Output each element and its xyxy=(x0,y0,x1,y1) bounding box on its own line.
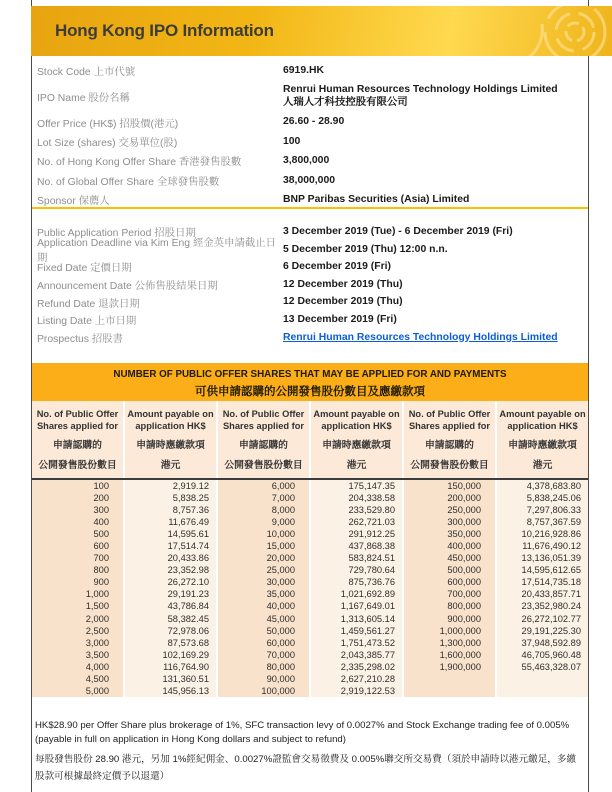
share-cell: 45,000 xyxy=(218,613,309,625)
share-cell: 9,000 xyxy=(218,516,309,528)
share-cell: 90,000 xyxy=(218,673,309,685)
application-period-value: 3 December 2019 (Tue) - 6 December 2019 (Fri) xyxy=(283,226,513,238)
listing-date-value: 13 December 2019 (Fri) xyxy=(283,314,397,326)
title-banner xyxy=(31,6,612,56)
hk-offer-share-row xyxy=(32,151,588,170)
amount-cell: 1,751,473.52 xyxy=(311,637,402,649)
amount-cell: 29,191.23 xyxy=(125,588,216,600)
prospectus-label: Prospectus 招股書 xyxy=(37,333,124,345)
amount-cell: 145,956.13 xyxy=(125,685,216,697)
offer-table-row xyxy=(32,540,588,552)
announcement-date-value: 12 December 2019 (Thu) xyxy=(283,278,403,290)
share-cell: 700 xyxy=(32,552,123,564)
share-cell: 450,000 xyxy=(404,552,495,564)
offer-payments-table xyxy=(32,363,588,697)
share-cell: 1,600,000 xyxy=(404,649,495,661)
ipo-name-zh: 人瑞人才科技控股有限公司 xyxy=(283,97,408,109)
amount-cell: 20,433,857.71 xyxy=(497,588,588,600)
global-offer-share-value: 38,000,000 xyxy=(283,174,336,186)
share-cell: 150,000 xyxy=(404,480,495,492)
announcement-date-row xyxy=(32,276,588,294)
refund-date-value: 12 December 2019 (Thu) xyxy=(283,296,403,308)
offer-table-row xyxy=(32,588,588,600)
amount-cell: 8,757.36 xyxy=(125,504,216,516)
offer-table-row xyxy=(32,576,588,588)
share-cell: 400 xyxy=(32,516,123,528)
prospectus-row xyxy=(32,329,588,347)
application-deadline-row xyxy=(32,238,588,265)
amount-cell: 262,721.03 xyxy=(311,516,402,528)
amount-cell: 87,573.68 xyxy=(125,637,216,649)
announcement-date-label: Announcement Date 公佈售股結果日期 xyxy=(37,281,218,293)
share-cell: 4,500 xyxy=(32,673,123,685)
decorative-swirl-icon xyxy=(490,6,610,56)
application-deadline-value: 5 December 2019 (Thu) 12:00 n.n. xyxy=(283,243,448,255)
share-cell: 15,000 xyxy=(218,540,309,552)
amount-cell: 5,838.25 xyxy=(125,492,216,504)
offer-table-row xyxy=(32,613,588,625)
footnote-en: HK$28.90 per Offer Share plus brokerage of 1%, SFC transaction levy of 0.0027% and Stock Exchange trading fee of 0.005% (payable in full on application in Hong Kong dollars and subject to refund) xyxy=(35,720,570,745)
offer-table-row xyxy=(32,625,588,637)
amount-cell: 72,978.06 xyxy=(125,625,216,637)
fixed-date-row xyxy=(32,258,588,276)
share-column-header: No. of Public Offer Shares applied for 申請認購的 公開發售股份數目 xyxy=(404,401,495,478)
amount-cell: 1,167,649.01 xyxy=(311,600,402,612)
offer-table-row xyxy=(32,649,588,661)
share-cell: 10,000 xyxy=(218,528,309,540)
share-cell: 70,000 xyxy=(218,649,309,661)
fixed-date-label: Fixed Date 定價日期 xyxy=(37,263,132,275)
timetable-section xyxy=(32,223,588,346)
global-offer-share-row xyxy=(32,171,588,190)
footnote-zh: 每股發售股份 28.90 港元，另加 1%經紀佣金、0.0027%證監會交易徵費及 0.005%聯交所交易費（須於申請時以港元繳足，多繳股款可根據最終定價予以退還） xyxy=(35,754,577,782)
lot-size-label: Lot Size (shares) 交易單位(股) xyxy=(37,137,178,149)
amount-cell: 8,757,367.59 xyxy=(497,516,588,528)
amount-cell: 43,786.84 xyxy=(125,600,216,612)
amount-cell: 55,463,328.07 xyxy=(497,661,588,673)
share-cell: 300,000 xyxy=(404,516,495,528)
amount-cell: 17,514.74 xyxy=(125,540,216,552)
page-right-border xyxy=(588,0,589,792)
share-cell: 30,000 xyxy=(218,576,309,588)
amount-cell: 20,433.86 xyxy=(125,552,216,564)
share-cell: 1,900,000 xyxy=(404,661,495,673)
share-cell: 25,000 xyxy=(218,564,309,576)
amount-cell: 17,514,735.18 xyxy=(497,576,588,588)
amount-cell: 58,382.45 xyxy=(125,613,216,625)
offer-table-row xyxy=(32,564,588,576)
amount-cell: 583,824.51 xyxy=(311,552,402,564)
fixed-date-value: 6 December 2019 (Fri) xyxy=(283,261,392,273)
amount-cell: 204,338.58 xyxy=(311,492,402,504)
offer-table-row xyxy=(32,504,588,516)
share-cell: 1,000,000 xyxy=(404,625,495,637)
amount-cell xyxy=(497,673,588,685)
gold-divider xyxy=(32,207,588,209)
global-offer-share-label: No. of Global Offer Share 全球發售股數 xyxy=(37,176,220,188)
listing-date-row xyxy=(32,311,588,329)
application-period-label: Public Application Period 招股日期 xyxy=(37,228,196,240)
ipo-name-row xyxy=(32,80,588,112)
ipo-name-value xyxy=(283,83,558,110)
amount-cell: 875,736.76 xyxy=(311,576,402,588)
amount-cell: 116,764.90 xyxy=(125,661,216,673)
offer-table-body xyxy=(32,480,588,697)
footnotes xyxy=(32,719,588,785)
ipo-name-label: IPO Name 股份名稱 xyxy=(37,92,130,104)
amount-column-header: Amount payable on application HK$ 申請時應繳款項 港元 xyxy=(497,401,588,478)
amount-cell: 1,459,561.27 xyxy=(311,625,402,637)
offer-table-title-zh: 可供申請認購的公開發售股份數目及應繳款項 xyxy=(195,386,425,398)
stock-code-value: 6919.HK xyxy=(283,64,325,76)
share-cell: 700,000 xyxy=(404,588,495,600)
stock-code-row xyxy=(32,61,588,80)
offer-table-row xyxy=(32,516,588,528)
share-cell: 200,000 xyxy=(404,492,495,504)
amount-cell: 233,529.80 xyxy=(311,504,402,516)
amount-cell: 175,147.35 xyxy=(311,480,402,492)
amount-cell: 26,272,102.77 xyxy=(497,613,588,625)
share-cell: 50,000 xyxy=(218,625,309,637)
share-cell: 100,000 xyxy=(218,685,309,697)
amount-cell: 729,780.64 xyxy=(311,564,402,576)
amount-cell: 102,169.29 xyxy=(125,649,216,661)
amount-cell: 14,595.61 xyxy=(125,528,216,540)
share-cell: 4,000 xyxy=(32,661,123,673)
amount-cell: 2,335,298.02 xyxy=(311,661,402,673)
offer-price-value: 26.60 - 28.90 xyxy=(283,116,345,128)
share-cell: 1,300,000 xyxy=(404,637,495,649)
amount-cell: 23,352,980.24 xyxy=(497,600,588,612)
amount-cell: 29,191,225.30 xyxy=(497,625,588,637)
offer-table-row xyxy=(32,685,588,697)
offer-table-title-en: NUMBER OF PUBLIC OFFER SHARES THAT MAY BE APPLIED FOR AND PAYMENTS xyxy=(113,369,507,380)
share-cell: 6,000 xyxy=(218,480,309,492)
amount-column-header: Amount payable on application HK$ 申請時應繳款項 港元 xyxy=(125,401,216,478)
share-cell: 600 xyxy=(32,540,123,552)
share-cell: 8,000 xyxy=(218,504,309,516)
share-cell xyxy=(404,685,495,697)
refund-date-row xyxy=(32,293,588,311)
amount-cell: 23,352.98 xyxy=(125,564,216,576)
amount-cell: 26,272.10 xyxy=(125,576,216,588)
share-cell: 80,000 xyxy=(218,661,309,673)
amount-cell: 10,216,928.86 xyxy=(497,528,588,540)
share-cell: 500,000 xyxy=(404,564,495,576)
share-cell: 1,000 xyxy=(32,588,123,600)
amount-cell: 37,948,592.89 xyxy=(497,637,588,649)
share-cell: 7,000 xyxy=(218,492,309,504)
share-cell: 5,000 xyxy=(32,685,123,697)
amount-cell: 2,919.12 xyxy=(125,480,216,492)
share-cell: 800,000 xyxy=(404,600,495,612)
share-cell: 100 xyxy=(32,480,123,492)
amount-cell: 4,378,683.80 xyxy=(497,480,588,492)
share-cell: 800 xyxy=(32,564,123,576)
amount-cell: 13,136,051.39 xyxy=(497,552,588,564)
share-cell: 500 xyxy=(32,528,123,540)
share-cell: 400,000 xyxy=(404,540,495,552)
share-column-header: No. of Public Offer Shares applied for 申請認購的 公開發售股份數目 xyxy=(32,401,123,478)
offer-price-label: Offer Price (HK$) 招股價(港元) xyxy=(37,118,179,130)
offer-table-title xyxy=(32,363,588,401)
amount-cell: 11,676,490.12 xyxy=(497,540,588,552)
share-cell: 60,000 xyxy=(218,637,309,649)
share-column-header: No. of Public Offer Shares applied for 申請認購的 公開發售股份數目 xyxy=(218,401,309,478)
amount-cell: 11,676.49 xyxy=(125,516,216,528)
amount-cell: 437,868.38 xyxy=(311,540,402,552)
share-cell: 600,000 xyxy=(404,576,495,588)
application-deadline-label: Application Deadline via Kim Eng 經金英申請截止日期 xyxy=(37,238,277,265)
share-cell xyxy=(404,673,495,685)
offer-table-row xyxy=(32,480,588,492)
offer-table-row xyxy=(32,637,588,649)
share-cell: 200 xyxy=(32,492,123,504)
stock-code-label: Stock Code 上市代號 xyxy=(37,67,136,79)
amount-cell: 7,297,806.33 xyxy=(497,504,588,516)
share-cell: 2,500 xyxy=(32,625,123,637)
listing-date-label: Listing Date 上市日期 xyxy=(37,316,137,328)
hk-offer-share-label: No. of Hong Kong Offer Share 香港發售股數 xyxy=(37,157,242,169)
amount-cell: 1,313,605.14 xyxy=(311,613,402,625)
sponsor-value: BNP Paribas Securities (Asia) Limited xyxy=(283,193,470,205)
lot-size-row xyxy=(32,132,588,151)
share-cell: 3,500 xyxy=(32,649,123,661)
share-cell: 20,000 xyxy=(218,552,309,564)
share-cell: 1,500 xyxy=(32,600,123,612)
ipo-name-en: Renrui Human Resources Technology Holdings Limited xyxy=(283,83,558,95)
amount-cell: 1,021,692.89 xyxy=(311,588,402,600)
share-cell: 900,000 xyxy=(404,613,495,625)
share-cell: 250,000 xyxy=(404,504,495,516)
share-cell: 40,000 xyxy=(218,600,309,612)
amount-column-header: Amount payable on application HK$ 申請時應繳款項 港元 xyxy=(311,401,402,478)
offering-facts-section xyxy=(32,61,588,209)
amount-cell xyxy=(497,685,588,697)
refund-date-label: Refund Date 退款日期 xyxy=(37,298,140,310)
amount-cell: 291,912.25 xyxy=(311,528,402,540)
share-cell: 3,000 xyxy=(32,637,123,649)
prospectus-link[interactable]: Renrui Human Resources Technology Holdings Limited xyxy=(283,331,558,343)
amount-cell: 2,919,122.53 xyxy=(311,685,402,697)
offer-table-row xyxy=(32,528,588,540)
share-cell: 900 xyxy=(32,576,123,588)
amount-cell: 131,360.51 xyxy=(125,673,216,685)
share-cell: 300 xyxy=(32,504,123,516)
amount-cell: 46,705,960.48 xyxy=(497,649,588,661)
lot-size-value: 100 xyxy=(283,135,301,147)
offer-table-row xyxy=(32,552,588,564)
offer-table-row xyxy=(32,673,588,685)
offer-table-row xyxy=(32,661,588,673)
offer-table-row xyxy=(32,600,588,612)
share-cell: 35,000 xyxy=(218,588,309,600)
offer-table-header-row xyxy=(32,401,588,480)
share-cell: 2,000 xyxy=(32,613,123,625)
sponsor-label: Sponsor 保薦人 xyxy=(37,196,110,208)
hk-offer-share-value: 3,800,000 xyxy=(283,155,330,167)
amount-cell: 5,838,245.06 xyxy=(497,492,588,504)
amount-cell: 2,043,385.77 xyxy=(311,649,402,661)
share-cell: 350,000 xyxy=(404,528,495,540)
page-title: Hong Kong IPO Information xyxy=(55,21,274,40)
offer-price-row xyxy=(32,112,588,131)
offer-table-row xyxy=(32,492,588,504)
amount-cell: 14,595,612.65 xyxy=(497,564,588,576)
amount-cell: 2,627,210.28 xyxy=(311,673,402,685)
